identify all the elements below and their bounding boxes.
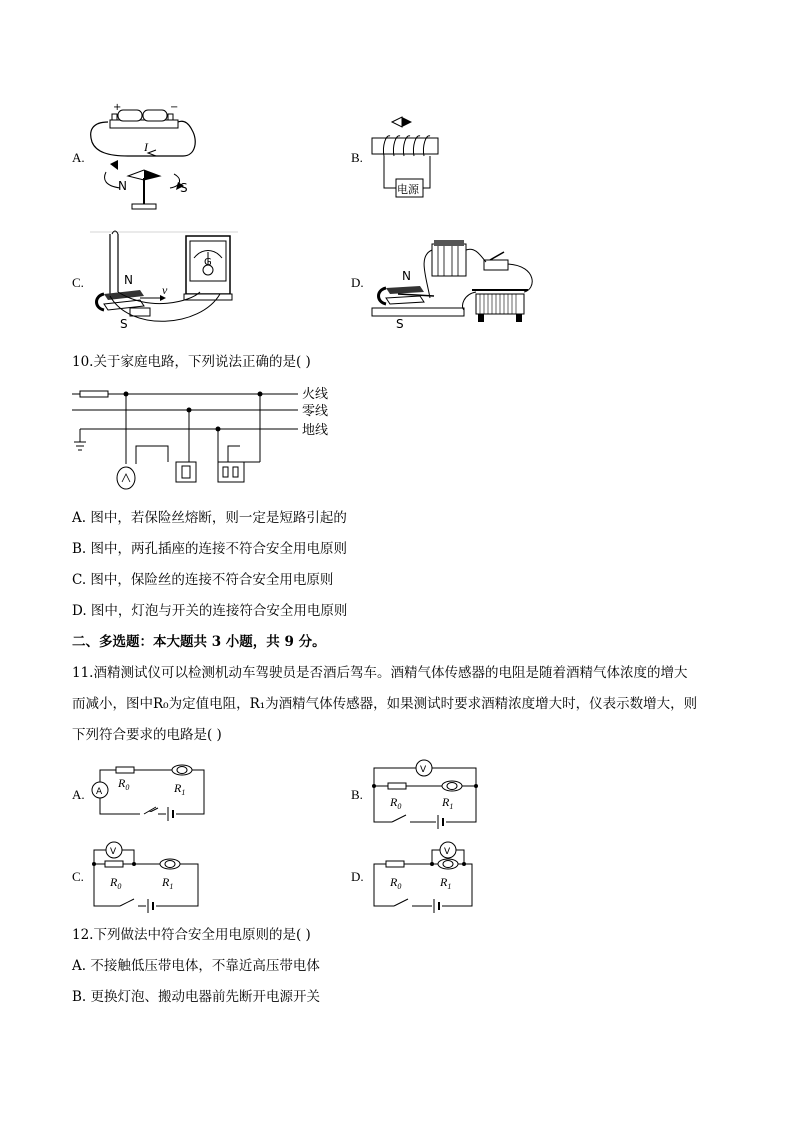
option-c-label: C. [72, 275, 84, 290]
q12-option-b: B. 更换灯泡、搬动电器前先断开电源开关 [72, 989, 321, 1005]
solenoid-figure [368, 112, 448, 202]
r1-label: $R_1$ [440, 875, 452, 891]
minus-sign: − [170, 102, 179, 113]
q11-option-a-label: A. [72, 787, 85, 802]
q11-option-b-label: B. [351, 787, 363, 802]
q11-stem-line2: 而减小，图中R₀为定值电阻，R₁为酒精气体传感器，如果测试时要求酒精浓度增大时，仪表示数增大，则 [72, 696, 698, 712]
r0-label: $R_0$ [390, 795, 402, 811]
r0-label: $R_0$ [110, 875, 122, 891]
north-label: N [124, 273, 133, 287]
r0-label: $R_0$ [390, 875, 402, 891]
q12-option-a: A. 不接触低压带电体，不靠近高压带电体 [72, 958, 320, 974]
q10-option-c: C. 图中，保险丝的连接不符合安全用电原则 [72, 572, 334, 588]
q11-stem-line3: 下列符合要求的电路是( ) [72, 727, 222, 743]
live-wire-label: 火线 [302, 387, 329, 402]
section-prefix: 二、多选题： [72, 634, 153, 650]
south-label: S [120, 317, 128, 331]
q11-circuit-c [90, 838, 202, 912]
current-label: I [144, 140, 148, 154]
q11-option-c-label: C. [72, 869, 84, 884]
ammeter-label: A [96, 787, 103, 797]
q10-option-d: D. 图中，灯泡与开关的连接符合安全用电原则 [72, 603, 348, 619]
option-b-label: B. [351, 150, 363, 165]
q11-stem-line1: 11.酒精测试仪可以检测机动车驾驶员是否酒后驾车。酒精气体传感器的电阻是随着酒精气体浓度的增大 [72, 665, 688, 681]
r1-label: $R_1$ [442, 795, 454, 811]
q10-stem: 10.关于家庭电路，下列说法正确的是( ) [72, 354, 311, 370]
option-d-label: D. [351, 275, 364, 290]
electromagnetic-induction-figure [90, 232, 238, 332]
velocity-label: v [162, 283, 168, 297]
north-label: N [402, 269, 411, 283]
q11-option-d-label: D. [351, 869, 364, 884]
ground-wire-label: 地线 [302, 423, 329, 438]
section-description: 本大题共 3 小题，共 9 分。 [153, 634, 326, 650]
q10-option-a: A. 图中，若保险丝熔断，则一定是短路引起的 [72, 510, 347, 526]
north-label: N [118, 179, 127, 193]
neutral-wire-label: 零线 [302, 404, 329, 419]
oersted-experiment-figure [88, 100, 198, 215]
r1-label: $R_1$ [162, 875, 174, 891]
voltmeter-label: V [110, 847, 117, 857]
household-circuit-figure [72, 382, 344, 492]
voltmeter-label: V [420, 765, 427, 775]
option-a-label: A. [72, 150, 85, 165]
q11-circuit-b [370, 758, 480, 828]
q10-option-b: B. 图中，两孔插座的连接不符合安全用电原则 [72, 541, 348, 557]
q12-stem: 12.下列做法中符合安全用电原则的是( ) [72, 927, 311, 943]
section-heading [72, 632, 326, 652]
plus-sign: + [113, 102, 122, 113]
south-label: S [180, 181, 188, 195]
r1-label: $R_1$ [174, 781, 186, 797]
galvanometer-label: G [204, 257, 212, 268]
south-label: S [396, 317, 404, 331]
motor-principle-figure [368, 236, 540, 332]
r0-label: $R_0$ [118, 776, 130, 792]
q11-circuit-a [90, 764, 208, 820]
voltmeter-label: V [444, 847, 451, 857]
power-source-label: 电源 [397, 183, 419, 196]
q11-circuit-d [370, 838, 476, 912]
